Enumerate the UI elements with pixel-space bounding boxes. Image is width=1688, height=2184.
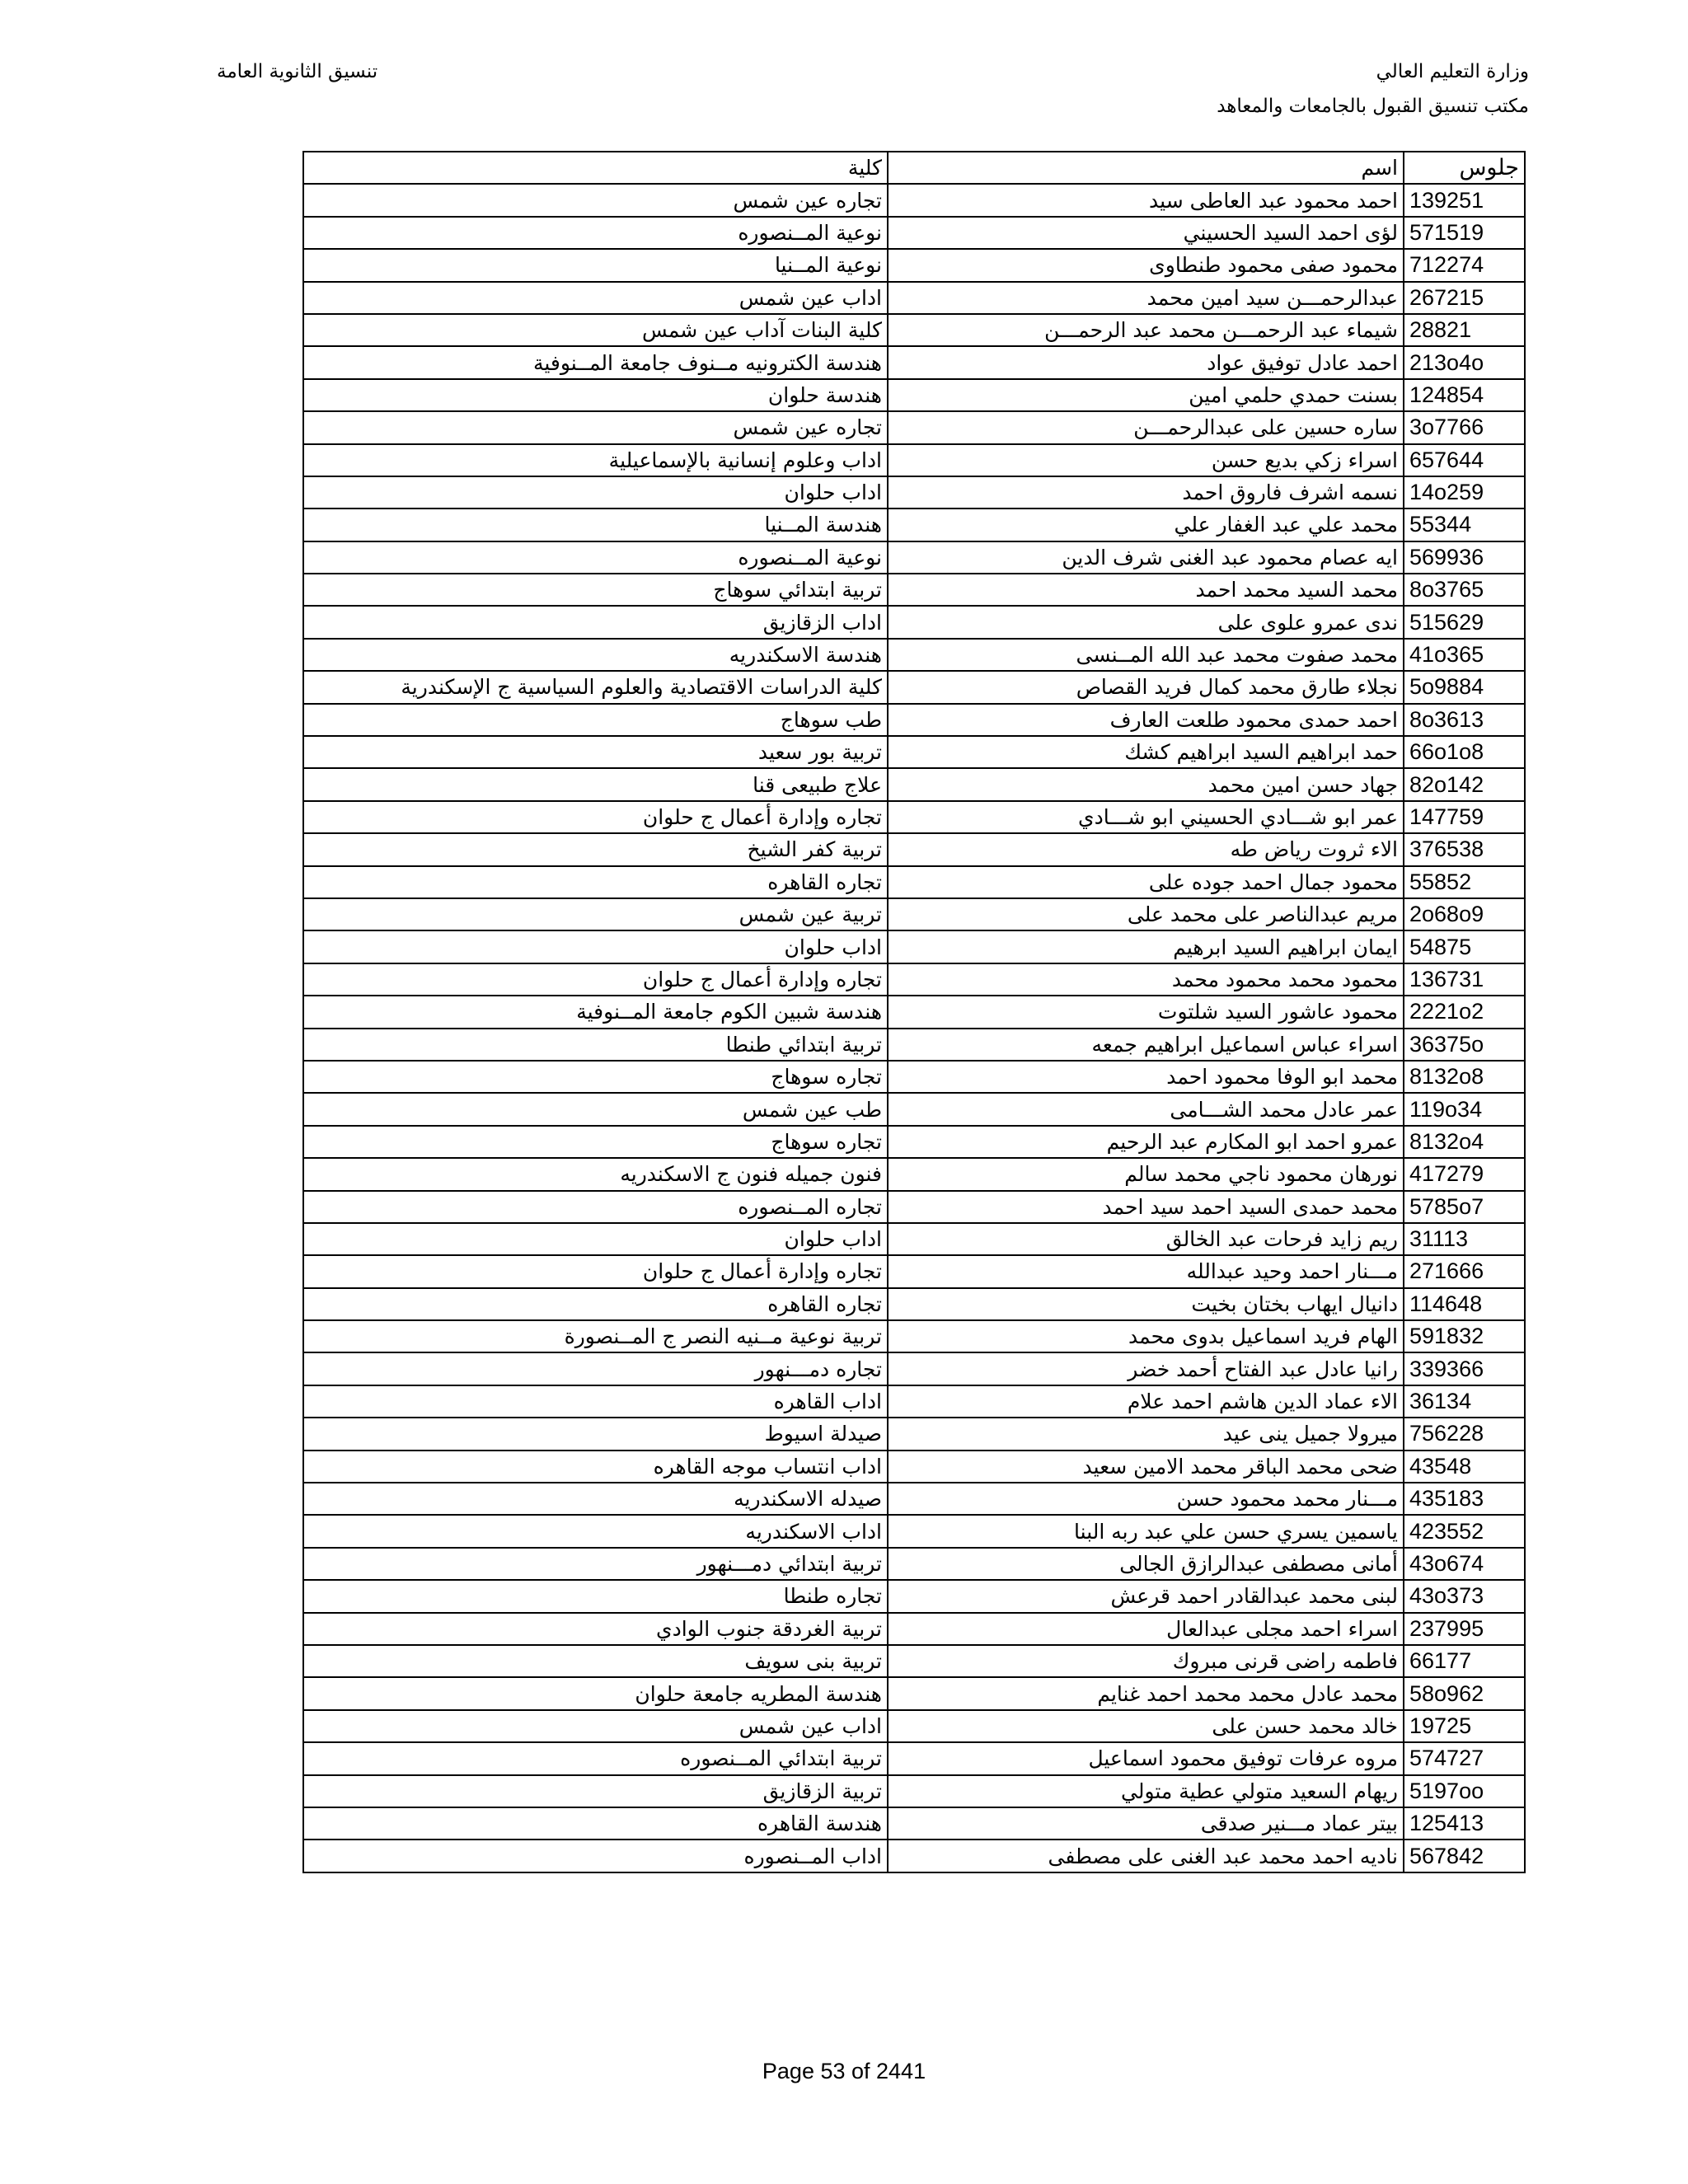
college-cell: تجاره وإدارة أعمال ج حلوان [303,1255,888,1287]
name-cell: ريهام السعيد متولي عطية متولي [888,1775,1404,1807]
name-cell: بيتر عماد مـــنير صدقى [888,1807,1404,1840]
college-cell: اداب الاسكندريه [303,1515,888,1547]
college-cell: تربية ابتدائي المــنصوره [303,1742,888,1774]
seat-cell: 213o4o [1404,346,1525,378]
seat-cell: 8132o8 [1404,1061,1525,1093]
college-cell: تربية ابتدائي دمـــنهور [303,1548,888,1580]
college-cell: تربية ابتدائي طنطا [303,1029,888,1061]
table-row [303,639,1525,671]
name-cell: عمرو احمد ابو المكارم عبد الرحيم [888,1126,1404,1158]
table-row [303,801,1525,833]
table-row [303,1223,1525,1255]
coordination-title: تنسيق الثانوية العامة [217,61,378,82]
seat-cell: 54875 [1404,930,1525,963]
college-cell: هندسة حلوان [303,379,888,411]
column-header-seat: جلوس [1404,152,1525,184]
name-cell: الهام فريد اسماعيل بدوى محمد [888,1320,1404,1352]
name-cell: احمد محمود عبد العاطى سيد [888,184,1404,216]
table-row [303,866,1525,898]
name-cell: محمود محمد محمود محمد [888,963,1404,996]
college-cell: هندسة الكترونيه مــنوف جامعة المــنوفية [303,346,888,378]
table-row [303,704,1525,736]
page-number: Page 53 of 2441 [762,2059,926,2083]
seat-cell: 339366 [1404,1352,1525,1385]
table-row [303,184,1525,216]
table-row [303,1515,1525,1547]
seat-cell: 36375o [1404,1029,1525,1061]
table-row [303,1742,1525,1774]
seat-cell: 8o3765 [1404,574,1525,606]
table-row [303,736,1525,768]
table-row [303,1710,1525,1742]
college-cell: تجاره سوهاج [303,1126,888,1158]
name-cell: مـــنار احمد وحيد عبدالله [888,1255,1404,1287]
college-cell: اداب الزقازيق [303,606,888,638]
seat-cell: 147759 [1404,801,1525,833]
college-cell: هندسة الاسكندريه [303,639,888,671]
table-row [303,1061,1525,1093]
name-cell: محمد ابو الوفا محمود احمد [888,1061,1404,1093]
table-row [303,1320,1525,1352]
table-row [303,1385,1525,1418]
seat-cell: 139251 [1404,184,1525,216]
name-cell: محمود عاشور السيد شلتوت [888,996,1404,1028]
college-cell: هندسة المطريه جامعة حلوان [303,1677,888,1709]
table-row [303,1093,1525,1125]
name-cell: مروه عرفات توفيق محمود اسماعيل [888,1742,1404,1774]
college-cell: علاج طبيعى قنا [303,768,888,800]
table-row [303,541,1525,574]
table-row [303,1451,1525,1483]
table-row [303,930,1525,963]
seat-cell: 5785o7 [1404,1191,1525,1223]
seat-cell: 712274 [1404,249,1525,281]
college-cell: تجاره طنطا [303,1580,888,1612]
name-cell: ناديه احمد محمد عبد الغنى على مصطفى [888,1840,1404,1872]
college-cell: تربية نوعية مــنيه النصر ج المــنصورة [303,1320,888,1352]
seat-cell: 8o3613 [1404,704,1525,736]
table-row [303,833,1525,865]
college-cell: تربية الزقازيق [303,1775,888,1807]
name-cell: محمد عادل محمد محمد احمد غنايم [888,1677,1404,1709]
table-row [303,574,1525,606]
college-cell: تربية عين شمس [303,898,888,930]
name-cell: محمد صفوت محمد عبد الله المــنسى [888,639,1404,671]
name-cell: الاء عماد الدين هاشم احمد علام [888,1385,1404,1418]
college-cell: نوعية المــنصوره [303,217,888,249]
college-cell: اداب حلوان [303,1223,888,1255]
name-cell: ايمان ابراهيم السيد ابرهيم [888,930,1404,963]
name-cell: لؤى احمد السيد الحسيني [888,217,1404,249]
college-cell: اداب حلوان [303,930,888,963]
name-cell: اسراء زكي بديع حسن [888,444,1404,476]
table-row [303,1191,1525,1223]
college-cell: هندسة القاهره [303,1807,888,1840]
seat-cell: 571519 [1404,217,1525,249]
name-cell: محمود جمال احمد جوده على [888,866,1404,898]
seat-cell: 237995 [1404,1613,1525,1645]
table-row [303,768,1525,800]
seat-cell: 28821 [1404,314,1525,346]
college-cell: هندسة المــنيا [303,509,888,541]
table-row [303,217,1525,249]
name-cell: بسنت حمدي حلمي امين [888,379,1404,411]
seat-cell: 2o68o9 [1404,898,1525,930]
seat-cell: 5197oo [1404,1775,1525,1807]
seat-cell: 43548 [1404,1451,1525,1483]
ministry-title: وزارة التعليم العالي [1376,61,1529,82]
college-cell: اداب المــنصوره [303,1840,888,1872]
seat-cell: 574727 [1404,1742,1525,1774]
name-cell: نجلاء طارق محمد كمال فريد القصاص [888,671,1404,703]
college-cell: تجاره عين شمس [303,411,888,443]
college-cell: اداب عين شمس [303,282,888,314]
college-cell: تجاره القاهره [303,1288,888,1320]
table-row [303,1483,1525,1515]
name-cell: محمد حمدى السيد احمد سيد احمد [888,1191,1404,1223]
seat-cell: 124854 [1404,379,1525,411]
seat-cell: 43o674 [1404,1548,1525,1580]
college-cell: اداب انتساب موجه القاهره [303,1451,888,1483]
table-row [303,1548,1525,1580]
name-cell: ياسمين يسري حسن علي عبد ربه البنا [888,1515,1404,1547]
table-row [303,282,1525,314]
seat-cell: 19725 [1404,1710,1525,1742]
name-cell: ميرولا جميل ينى عيد [888,1418,1404,1450]
seat-cell: 55344 [1404,509,1525,541]
seat-cell: 66177 [1404,1645,1525,1677]
college-cell: صيدلة اسيوط [303,1418,888,1450]
table-row [303,1775,1525,1807]
table-row [303,1255,1525,1287]
seat-cell: 569936 [1404,541,1525,574]
seat-cell: 136731 [1404,963,1525,996]
name-cell: ضحى محمد الباقر محمد الامين سعيد [888,1451,1404,1483]
table-row [303,1580,1525,1612]
college-cell: نوعية المــنصوره [303,541,888,574]
table-row [303,1677,1525,1709]
name-cell: رانيا عادل عبد الفتاح أحمد خضر [888,1352,1404,1385]
seat-cell: 417279 [1404,1158,1525,1190]
name-cell: اسراء احمد مجلى عبدالعال [888,1613,1404,1645]
table-row [303,314,1525,346]
college-cell: تربية ابتدائي سوهاج [303,574,888,606]
table-row [303,1288,1525,1320]
seat-cell: 55852 [1404,866,1525,898]
college-cell: تجاره وإدارة أعمال ج حلوان [303,963,888,996]
name-cell: جهاد حسن امين محمد [888,768,1404,800]
college-cell: نوعية المــنيا [303,249,888,281]
seat-cell: 5o9884 [1404,671,1525,703]
college-cell: صيدله الاسكندريه [303,1483,888,1515]
seat-cell: 423552 [1404,1515,1525,1547]
college-cell: تجاره عين شمس [303,184,888,216]
name-cell: فاطمه راضى قرنى مبروك [888,1645,1404,1677]
college-cell: اداب عين شمس [303,1710,888,1742]
college-cell: تجاره المــنصوره [303,1191,888,1223]
office-title: مكتب تنسيق القبول بالجامعات والمعاهد [1217,96,1529,117]
table-row [303,379,1525,411]
name-cell: دانيال ايهاب بختان بخيت [888,1288,1404,1320]
name-cell: خالد محمد حسن على [888,1710,1404,1742]
table-row [303,1029,1525,1061]
name-cell: اسراء عباس اسماعيل ابراهيم جمعه [888,1029,1404,1061]
table-row [303,996,1525,1028]
name-cell: عمر عادل محمد الشـــامى [888,1093,1404,1125]
name-cell: مريم عبدالناصر على محمد على [888,898,1404,930]
column-header-college: كلية [303,152,888,184]
name-cell: نسمه اشرف فاروق احمد [888,476,1404,509]
seat-cell: 31113 [1404,1223,1525,1255]
seat-cell: 43o373 [1404,1580,1525,1612]
seat-cell: 657644 [1404,444,1525,476]
table-row [303,444,1525,476]
seat-cell: 267215 [1404,282,1525,314]
table-row [303,1126,1525,1158]
college-cell: اداب حلوان [303,476,888,509]
table-row [303,1613,1525,1645]
name-cell: أمانى مصطفى عبدالرازق الجالى [888,1548,1404,1580]
college-cell: كلية الدراسات الاقتصادية والعلوم السياسية ج الإسكندرية [303,671,888,703]
seat-cell: 82o142 [1404,768,1525,800]
college-cell: اداب وعلوم إنسانية بالإسماعيلية [303,444,888,476]
seat-cell: 2221o2 [1404,996,1525,1028]
table-row [303,671,1525,703]
seat-cell: 3o7766 [1404,411,1525,443]
seat-cell: 66o1o8 [1404,736,1525,768]
name-cell: محمد علي عبد الغفار علي [888,509,1404,541]
name-cell: ساره حسين على عبدالرحمـــن [888,411,1404,443]
column-header-name: اسم [888,152,1404,184]
table-row [303,1807,1525,1840]
college-cell: اداب القاهره [303,1385,888,1418]
name-cell: ندى عمرو علوى على [888,606,1404,638]
table-row [303,509,1525,541]
table-row [303,1352,1525,1385]
table-row [303,249,1525,281]
college-cell: تربية الغردقة جنوب الوادي [303,1613,888,1645]
name-cell: عمر ابو شـــادي الحسيني ابو شـــادي [888,801,1404,833]
name-cell: لبنى محمد عبدالقادر احمد قرعش [888,1580,1404,1612]
name-cell: مـــنار محمد محمود حسن [888,1483,1404,1515]
name-cell: محمود صفى محمود طنطاوى [888,249,1404,281]
table-row [303,346,1525,378]
table-row [303,1418,1525,1450]
seat-cell: 8132o4 [1404,1126,1525,1158]
college-cell: تربية كفر الشيخ [303,833,888,865]
name-cell: ايه عصام محمود عبد الغنى شرف الدين [888,541,1404,574]
table-row [303,476,1525,509]
seat-cell: 435183 [1404,1483,1525,1515]
seat-cell: 591832 [1404,1320,1525,1352]
college-cell: تجاره القاهره [303,866,888,898]
college-cell: تجاره سوهاج [303,1061,888,1093]
seat-cell: 271666 [1404,1255,1525,1287]
name-cell: احمد حمدى محمود طلعت العارف [888,704,1404,736]
table-row [303,1645,1525,1677]
table-row [303,898,1525,930]
table-row [303,1158,1525,1190]
seat-cell: 119o34 [1404,1093,1525,1125]
seat-cell: 58o962 [1404,1677,1525,1709]
name-cell: محمد السيد محمد احمد [888,574,1404,606]
results-table [302,151,1526,1873]
college-cell: هندسة شبين الكوم جامعة المــنوفية [303,996,888,1028]
college-cell: طب سوهاج [303,704,888,736]
college-cell: تربية بور سعيد [303,736,888,768]
name-cell: ريم زايد فرحات عبد الخالق [888,1223,1404,1255]
table-row [303,606,1525,638]
table-row [303,963,1525,996]
seat-cell: 515629 [1404,606,1525,638]
seat-cell: 567842 [1404,1840,1525,1872]
table-row [303,411,1525,443]
name-cell: الاء ثروت رياض طه [888,833,1404,865]
name-cell: احمد عادل توفيق عواد [888,346,1404,378]
college-cell: تجاره دمـــنهور [303,1352,888,1385]
name-cell: حمد ابراهيم السيد ابراهيم كشك [888,736,1404,768]
name-cell: عبدالرحمـــن سيد امين محمد [888,282,1404,314]
seat-cell: 756228 [1404,1418,1525,1450]
college-cell: فنون جميله فنون ج الاسكندريه [303,1158,888,1190]
seat-cell: 125413 [1404,1807,1525,1840]
seat-cell: 41o365 [1404,639,1525,671]
name-cell: شيماء عبد الرحمـــن محمد عبد الرحمـــن [888,314,1404,346]
college-cell: طب عين شمس [303,1093,888,1125]
college-cell: تربية بنى سويف [303,1645,888,1677]
seat-cell: 114648 [1404,1288,1525,1320]
college-cell: كلية البنات آداب عين شمس [303,314,888,346]
college-cell: تجاره وإدارة أعمال ج حلوان [303,801,888,833]
table-header-row [303,152,1525,184]
table-row [303,1840,1525,1872]
name-cell: نورهان محمود ناجي محمد سالم [888,1158,1404,1190]
seat-cell: 14o259 [1404,476,1525,509]
seat-cell: 376538 [1404,833,1525,865]
seat-cell: 36134 [1404,1385,1525,1418]
